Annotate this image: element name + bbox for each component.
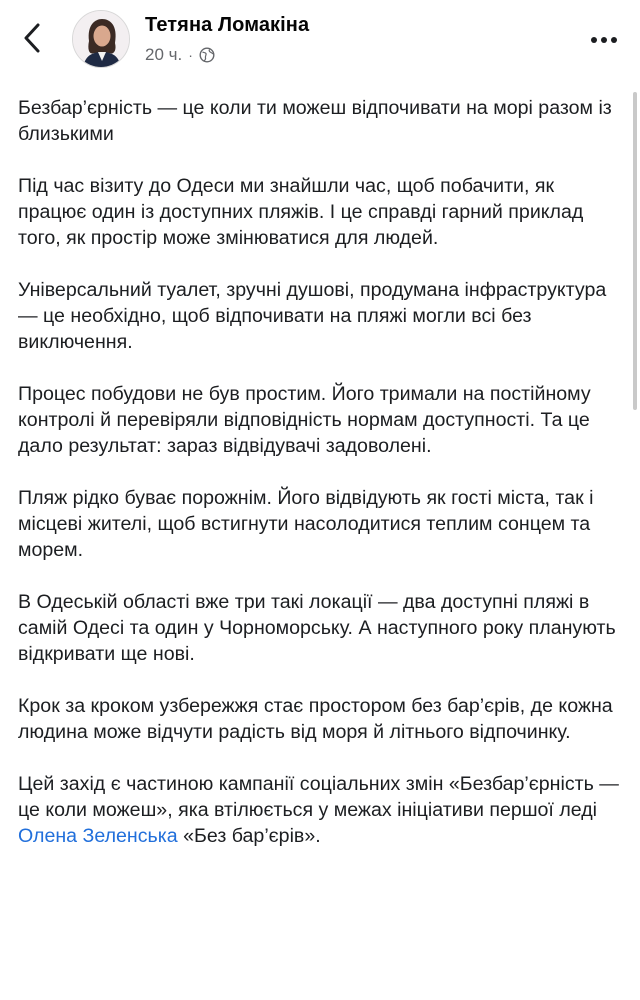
post-paragraph: В Одеській області вже три такі локації — два доступні пляжі в самій Одесі та один у Чорноморську. А наступного року планують відкривати ще нові. xyxy=(18,591,616,665)
back-button[interactable] xyxy=(14,16,50,60)
meta-separator: · xyxy=(188,47,193,63)
post-header xyxy=(0,0,640,80)
more-options-button[interactable] xyxy=(584,26,624,54)
profile-link-olena-zelenska[interactable]: Олена Зеленська xyxy=(18,825,178,847)
post-meta xyxy=(145,45,215,65)
post-paragraph: Безбар’єрність — це коли ти можеш відпочивати на морі разом із близькими xyxy=(18,97,612,145)
author-avatar[interactable] xyxy=(72,10,130,68)
post-paragraph: Під час візиту до Одеси ми знайшли час, щоб побачити, як працює один із доступних пляжів. І це справді гарний приклад того, як простір може змінюватися для людей. xyxy=(18,175,584,249)
post-paragraph-last xyxy=(18,771,626,849)
post-text xyxy=(18,95,626,849)
avatar-image xyxy=(73,11,130,68)
post-paragraph: Процес побудови не був простим. Його тримали на постійному контролі й перевіряли відповідність нормам доступності. Та це дало результат: зараз відвідувачі задоволені. xyxy=(18,383,591,457)
post-text-segment: Цей захід є частиною кампанії соціальних змін «Безбар’єрність — це коли можеш», яка втілюється у межах ініціативи першої леді xyxy=(18,773,619,821)
post-text-segment: «Без бар’єрів». xyxy=(177,825,321,847)
post-paragraph: Універсальний туалет, зручні душові, продумана інфраструктура — це необхідно, щоб відпочивати на пляжі могли всі без виключення. xyxy=(18,279,607,353)
post-paragraph: Крок за кроком узбережжя стає простором без бар’єрів, де кожна людина може відчути радість від моря й літнього відпочинку. xyxy=(18,695,613,743)
author-name[interactable]: Тетяна Ломакіна xyxy=(145,14,310,36)
post-time[interactable]: 20 ч. xyxy=(145,45,183,64)
post-paragraph: Пляж рідко буває порожнім. Його відвідують як гості міста, так і місцеві жителі, щоб встигнути насолодитися теплим сонцем та морем. xyxy=(18,487,594,561)
globe-icon[interactable] xyxy=(199,47,215,63)
chevron-left-icon xyxy=(22,22,42,54)
scrollbar-thumb[interactable] xyxy=(633,92,637,410)
more-horizontal-icon xyxy=(591,37,617,43)
